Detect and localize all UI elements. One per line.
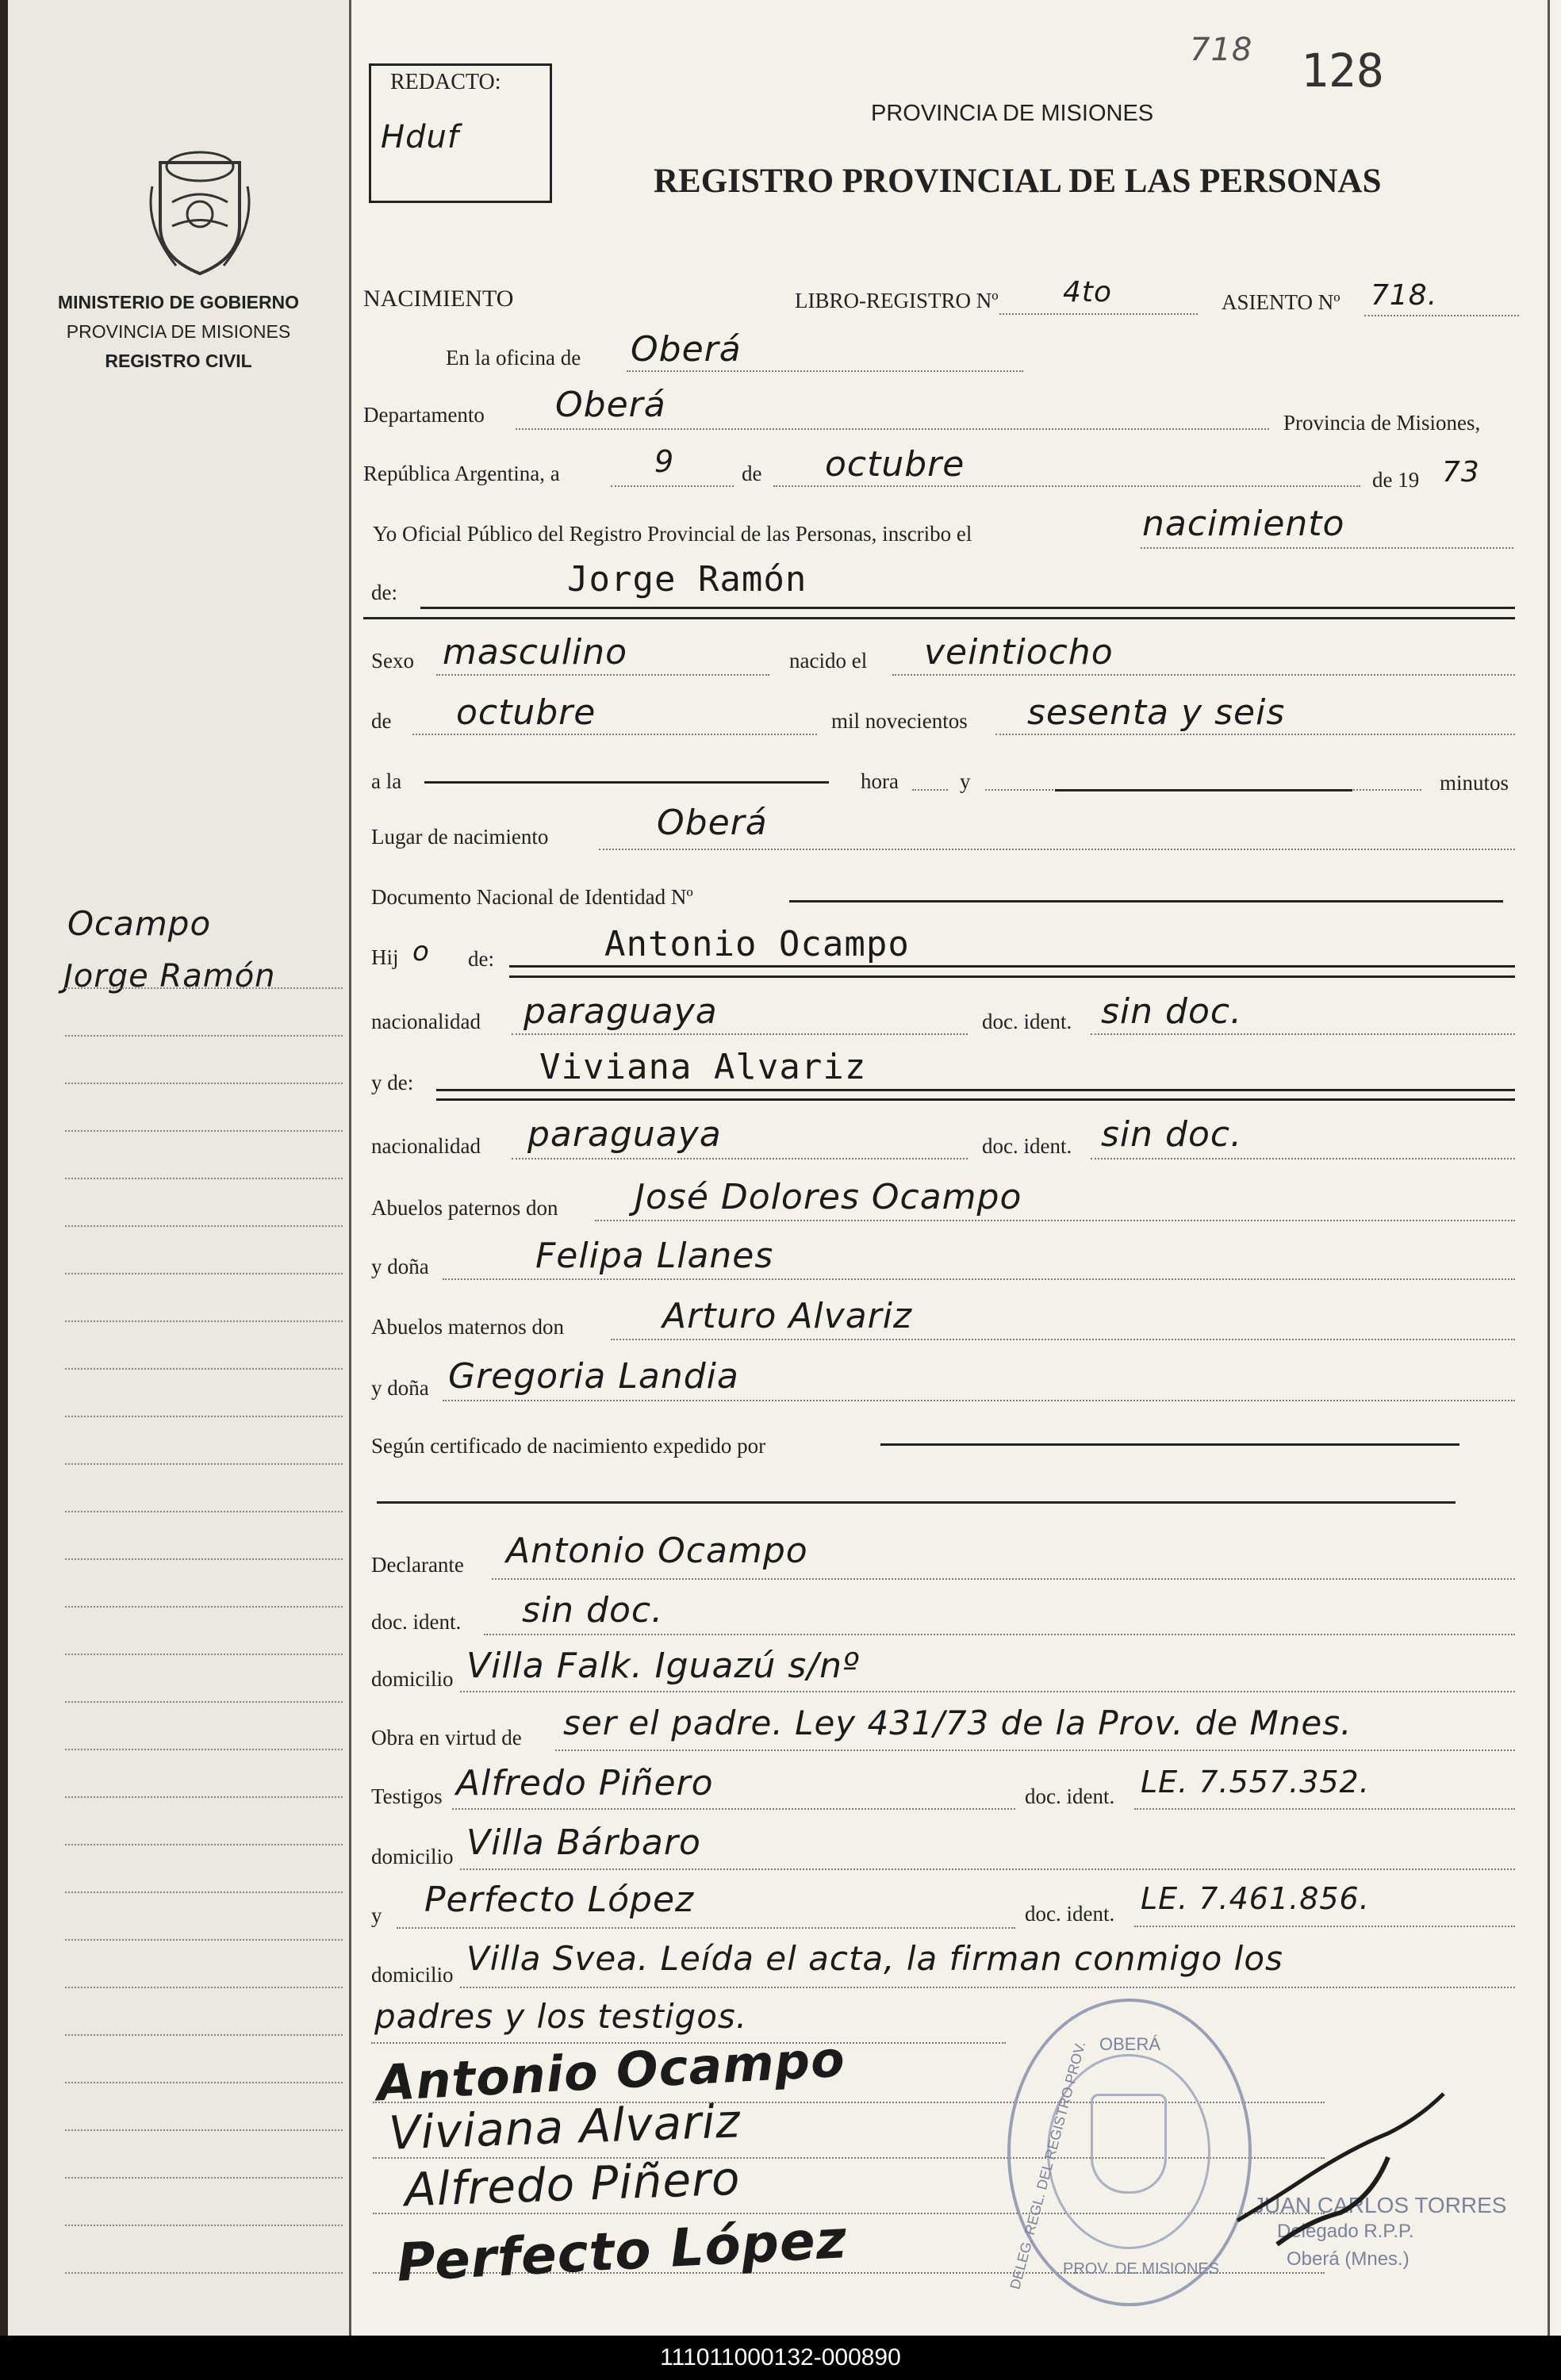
ydona2-label: y doña bbox=[371, 1376, 429, 1400]
de2-label: de bbox=[371, 709, 392, 733]
hijo-suffix: o bbox=[412, 936, 430, 968]
official-title: Delegado R.P.P. bbox=[1277, 2221, 1414, 2242]
margin-province: PROVINCIA DE MISIONES bbox=[66, 321, 291, 342]
provincial-crest-icon bbox=[144, 139, 255, 278]
sexo-label: Sexo bbox=[371, 649, 414, 673]
record-type: NACIMIENTO bbox=[363, 286, 514, 312]
y-label: y bbox=[960, 769, 971, 793]
nac2-value: paraguaya bbox=[527, 1114, 722, 1155]
closing-value: padres y los testigos. bbox=[374, 1997, 748, 2036]
minutos-label: minutos bbox=[1440, 771, 1509, 795]
segun-label: Según certificado de nacimiento expedido por bbox=[371, 1434, 766, 1458]
departamento-value: Oberá bbox=[555, 385, 666, 425]
ydona1-value: Felipa Llanes bbox=[535, 1236, 774, 1276]
doc2-value: sin doc. bbox=[1101, 1114, 1243, 1155]
year-label: de 19 bbox=[1372, 468, 1420, 492]
nac2-label: nacionalidad bbox=[371, 1134, 481, 1158]
de-colon-label: de: bbox=[371, 581, 397, 604]
doct1-value: LE. 7.557.352. bbox=[1141, 1765, 1370, 1799]
nac1-label: nacionalidad bbox=[371, 1010, 481, 1033]
doct2-value: LE. 7.461.856. bbox=[1141, 1881, 1370, 1916]
father-name: Antonio Ocampo bbox=[604, 924, 910, 964]
oficial-value: nacimiento bbox=[1142, 504, 1345, 544]
margin-note-names: Jorge Ramón bbox=[63, 958, 276, 995]
ab-pat-label: Abuelos paternos don bbox=[371, 1196, 558, 1220]
month2-value: octubre bbox=[456, 692, 596, 733]
mother-name: Viviana Alvariz bbox=[539, 1047, 867, 1087]
hijo-de-label: de: bbox=[468, 947, 494, 971]
registry-heading: REGISTRO PROVINCIAL DE LAS PERSONAS bbox=[654, 163, 1382, 200]
official-signature-mark bbox=[1229, 2062, 1452, 2252]
official-name: JUAN CARLOS TORRES bbox=[1253, 2193, 1507, 2217]
declarante-label: Declarante bbox=[371, 1553, 464, 1577]
provincia-label: Provincia de Misiones, bbox=[1283, 411, 1481, 435]
signature-3: Alfredo Piñero bbox=[403, 2151, 742, 2217]
seal-shield-icon bbox=[1091, 2094, 1167, 2194]
redacto-label: REDACTO: bbox=[390, 70, 501, 94]
declarante-value: Antonio Ocampo bbox=[506, 1531, 808, 1571]
page-right-edge bbox=[1548, 0, 1550, 2336]
ydona1-label: y doña bbox=[371, 1255, 429, 1278]
docdecl-value: sin doc. bbox=[522, 1590, 664, 1631]
ab-mat-label: Abuelos maternos don bbox=[371, 1315, 564, 1339]
sexo-value: masculino bbox=[443, 632, 628, 673]
child-name: Jorge Ramón bbox=[567, 559, 807, 600]
doc1-label: doc. ident. bbox=[982, 1010, 1072, 1033]
oficina-value: Oberá bbox=[631, 329, 742, 370]
oficial-text: Yo Oficial Público del Registro Provincial de las Personas, inscribo el bbox=[373, 522, 972, 546]
ydona2-value: Gregoria Landia bbox=[448, 1356, 739, 1397]
domicilio1-value: Villa Falk. Iguazú s/nº bbox=[466, 1646, 860, 1686]
ala-label: a la bbox=[371, 769, 402, 793]
redacto-value: Hduf bbox=[381, 119, 459, 155]
doc1-value: sin doc. bbox=[1101, 991, 1243, 1032]
departamento-label: Departamento bbox=[363, 403, 485, 427]
obra-value: ser el padre. Ley 431/73 de la Prov. de Mnes. bbox=[563, 1704, 1352, 1742]
libro-value: 4to bbox=[1063, 276, 1113, 309]
doct2-label: doc. ident. bbox=[1025, 1902, 1115, 1926]
margin-note-surname: Ocampo bbox=[67, 904, 212, 943]
testigo2-value: Perfecto López bbox=[424, 1880, 695, 1920]
lugar-value: Oberá bbox=[657, 803, 768, 843]
mil-value: sesenta y seis bbox=[1027, 692, 1286, 733]
day-value: 9 bbox=[654, 444, 675, 479]
hijo-label: Hij bbox=[371, 945, 399, 969]
handwritten-page-number: 718 bbox=[1190, 32, 1253, 68]
domicilio2-value: Villa Bárbaro bbox=[466, 1822, 701, 1863]
signature-2: Viviana Alvariz bbox=[387, 2094, 742, 2160]
seal-top-text: OBERÁ bbox=[1099, 2034, 1161, 2054]
official-place: Oberá (Mnes.) bbox=[1287, 2248, 1410, 2270]
year-value: 73 bbox=[1442, 456, 1480, 489]
domicilio1-label: domicilio bbox=[371, 1667, 454, 1691]
seal-left-text: DELEG. REGL. DEL REGISTRO PROV. bbox=[1007, 2039, 1089, 2291]
ab-pat-value: José Dolores Ocampo bbox=[635, 1177, 1022, 1217]
obra-label: Obra en virtud de bbox=[371, 1726, 522, 1750]
mil-label: mil novecientos bbox=[831, 709, 968, 733]
republica-label: República Argentina, a bbox=[363, 462, 560, 485]
nacido-value: veintiocho bbox=[924, 632, 1114, 673]
de-label: de bbox=[742, 462, 762, 485]
y2-label: y bbox=[371, 1903, 382, 1927]
doct1-label: doc. ident. bbox=[1025, 1784, 1115, 1808]
testigos-label: Testigos bbox=[371, 1784, 443, 1808]
asiento-label: ASIENTO Nº bbox=[1222, 290, 1340, 314]
document-id: 111011000132-000890 bbox=[660, 2344, 901, 2370]
document-sheet bbox=[8, 0, 1561, 2336]
domicilio3-value: Villa Svea. Leída el acta, la firman conmigo los bbox=[466, 1939, 1283, 1978]
doc2-label: doc. ident. bbox=[982, 1134, 1072, 1158]
stamped-page-number: 128 bbox=[1301, 44, 1384, 98]
testigo1-value: Alfredo Piñero bbox=[456, 1763, 714, 1803]
documento-label: Documento Nacional de Identidad Nº bbox=[371, 885, 693, 909]
libro-label: LIBRO-REGISTRO Nº bbox=[795, 289, 999, 312]
nacido-label: nacido el bbox=[789, 649, 868, 673]
domicilio2-label: domicilio bbox=[371, 1845, 454, 1868]
hora-label: hora bbox=[861, 769, 899, 793]
margin-civil: REGISTRO CIVIL bbox=[105, 351, 252, 371]
seal-bottom-text: PROV. DE MISIONES bbox=[1063, 2260, 1220, 2278]
signature-4: Perfecto López bbox=[395, 2209, 849, 2294]
docdecl-label: doc. ident. bbox=[371, 1610, 462, 1634]
signature-1: Antonio Ocampo bbox=[375, 2029, 847, 2113]
domicilio3-label: domicilio bbox=[371, 1963, 454, 1987]
ab-mat-value: Arturo Alvariz bbox=[662, 1296, 913, 1336]
yde-label: y de: bbox=[371, 1071, 414, 1094]
margin-ministry: MINISTERIO DE GOBIERNO bbox=[57, 292, 300, 312]
document-id-bar bbox=[0, 2336, 1561, 2380]
month-value: octubre bbox=[825, 444, 965, 485]
nac1-value: paraguaya bbox=[524, 991, 718, 1032]
asiento-value: 718. bbox=[1371, 279, 1438, 312]
lugar-label: Lugar de nacimiento bbox=[371, 825, 549, 849]
oficina-label: En la oficina de bbox=[446, 346, 581, 370]
province-heading: PROVINCIA DE MISIONES bbox=[871, 101, 1154, 126]
